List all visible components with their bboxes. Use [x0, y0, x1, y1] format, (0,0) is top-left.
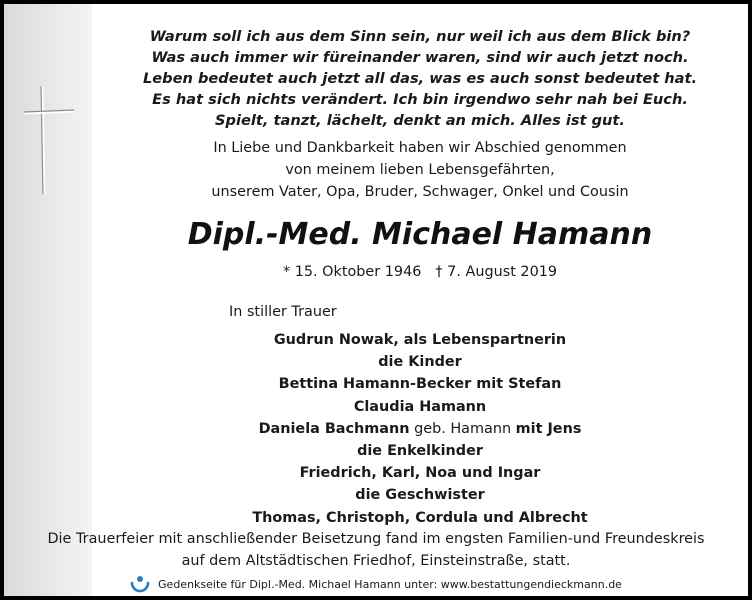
intro-text [92, 137, 748, 203]
family-label-grandchildren: die Enkelkinder [357, 443, 483, 460]
life-dates [92, 264, 748, 280]
notice-line: Die Trauerfeier mit anschließender Beisetzung fand im engsten Familien-und Freundeskreis [47, 531, 705, 547]
child-birth-name: geb. Hamann [409, 420, 516, 437]
side-strip [4, 4, 92, 596]
birth-date: * 15. Oktober 1946 [282, 264, 422, 280]
family-label-children: die Kinder [378, 354, 462, 371]
intro-line: In Liebe und Dankbarkeit haben wir Abschied genommen [213, 140, 627, 156]
child-partner: mit Jens [515, 420, 582, 437]
poem-line: Es hat sich nichts verändert. Ich bin irgendwo sehr nah bei Euch. [152, 91, 688, 108]
poem-line: Leben bedeutet auch jetzt all das, was es auch sonst bedeutet hat. [142, 70, 698, 87]
notice-line: auf dem Altstädtischen Friedhof, Einsteinstraße, statt. [181, 553, 571, 569]
family-line-child: Claudia Hamann [353, 398, 487, 415]
poem-line: Warum soll ich aus dem Sinn sein, nur weil ich aus dem Blick bin? [149, 28, 691, 45]
intro-line: unserem Vater, Opa, Bruder, Schwager, Onkel und Cousin [211, 184, 629, 200]
family-list [92, 329, 748, 529]
mourning-header: In stiller Trauer [229, 304, 337, 320]
family-line-child: Bettina Hamann-Becker mit Stefan [278, 376, 562, 393]
child-name: Daniela Bachmann [258, 420, 410, 437]
memorial-page-link[interactable]: Gedenkseite für Dipl.-Med. Michael Hamann unter: www.bestattungendieckmann.de [158, 577, 622, 591]
funeral-notice [4, 528, 748, 572]
death-date: † 7. August 2019 [435, 264, 558, 280]
family-line-partner: Gudrun Nowak, als Lebenspartnerin [273, 332, 567, 348]
family-line-child [92, 418, 748, 440]
family-label-siblings: die Geschwister [355, 487, 485, 504]
family-line-siblings: Thomas, Christoph, Cordula und Albrecht [252, 509, 588, 526]
cross-icon [22, 80, 78, 200]
memorial-logo-icon [130, 574, 150, 594]
poem-line: Spielt, tanzt, lächelt, denkt an mich. Alles ist gut. [215, 112, 625, 129]
poem-line: Was auch immer wir füreinander waren, sind wir auch jetzt noch. [151, 49, 689, 66]
memorial-page-footer [4, 574, 748, 594]
poem [92, 26, 748, 131]
intro-line: von meinem lieben Lebensgefährten, [285, 162, 555, 178]
deceased-name: Dipl.-Med. Michael Hamann [187, 217, 653, 252]
family-line-grandchildren: Friedrich, Karl, Noa und Ingar [299, 465, 541, 482]
